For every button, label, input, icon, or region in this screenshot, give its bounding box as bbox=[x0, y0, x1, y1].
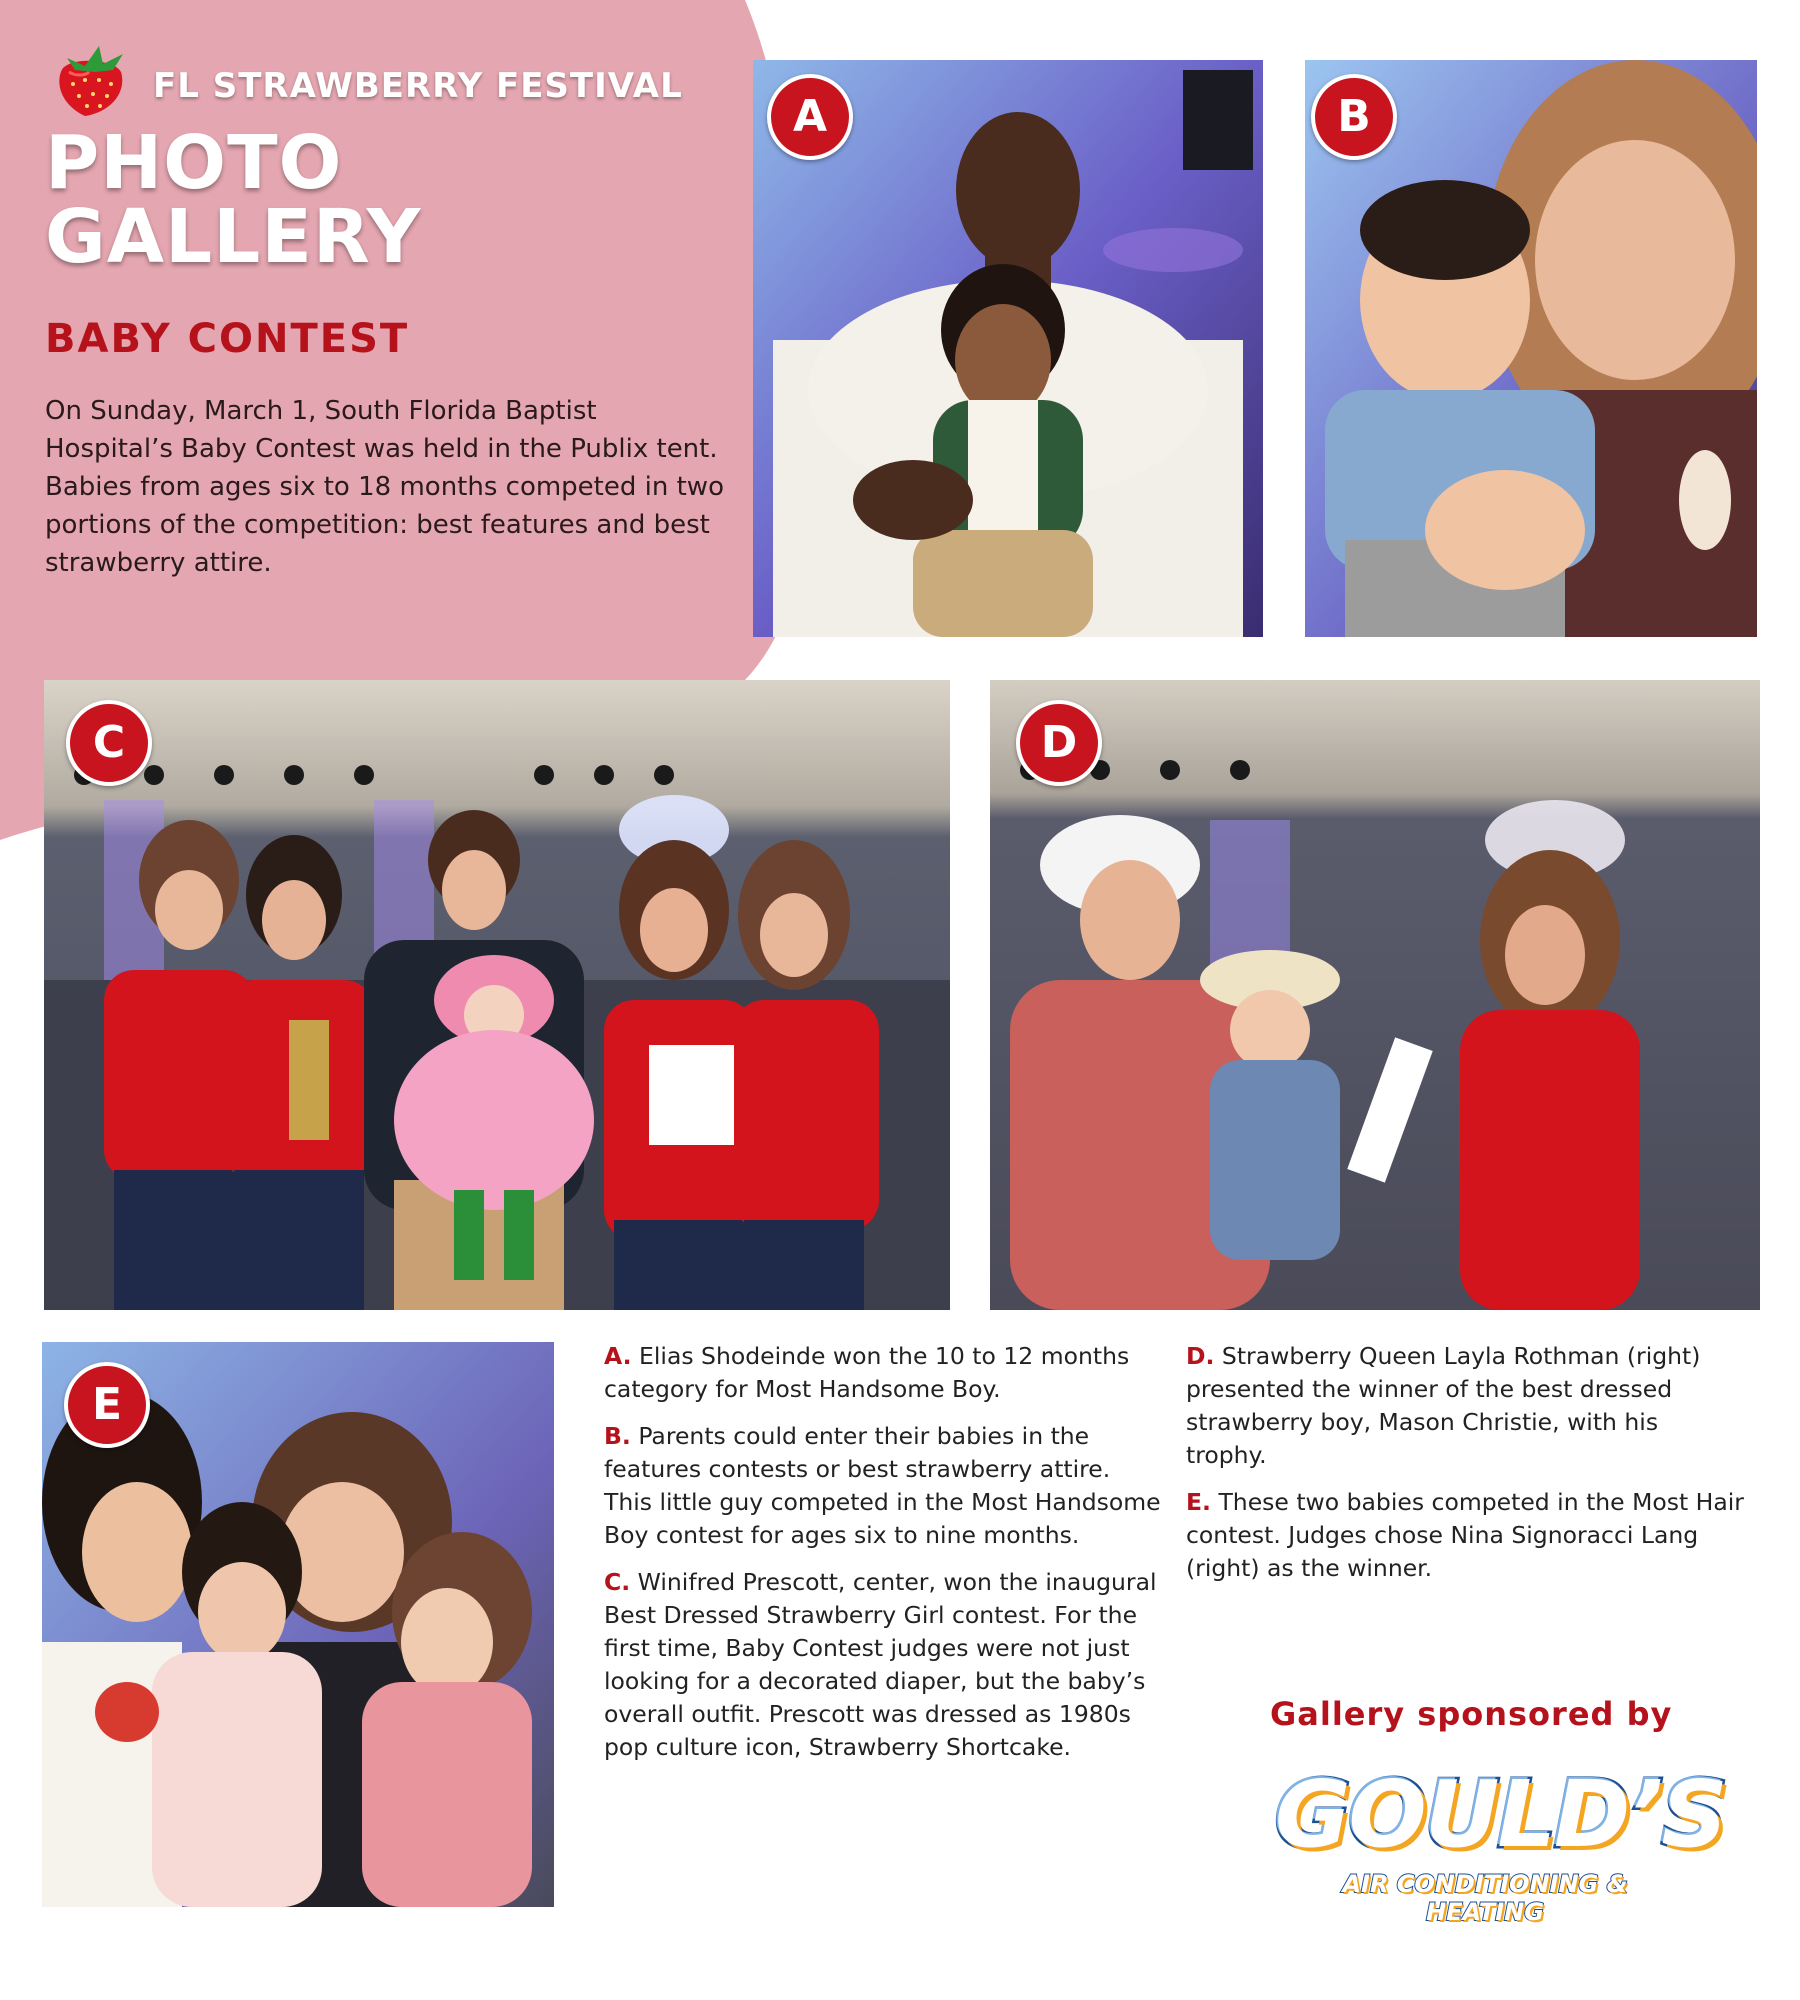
photo-label-b: B bbox=[1311, 74, 1397, 160]
sponsor-logo-tagline: AIR CONDITIONING & HEATING bbox=[1342, 1870, 1628, 1926]
sponsor-logo-name: GOULD’S bbox=[1275, 1761, 1726, 1868]
photo-e bbox=[42, 1342, 554, 1907]
caption-text: These two babies competed in the Most Hair contest. Judges chose Nina Signoracci Lang (right) as the winner. bbox=[1186, 1488, 1744, 1582]
caption-letter: D. bbox=[1186, 1342, 1215, 1370]
caption-text: Winifred Prescott, center, won the inaugural Best Dressed Strawberry Girl contest. For the first time, Baby Contest judges were not just looking for a decorated diaper, but the baby’s overall outfit. Prescott was dressed as 1980s pop culture icon, Strawberry Shortcake. bbox=[604, 1568, 1157, 1761]
intro-paragraph: On Sunday, March 1, South Florida Baptist Hospital’s Baby Contest was held in the Publix tent. Babies from ages six to 18 months competed in two portions of the competition: best features and best strawberry attire. bbox=[45, 396, 724, 578]
caption-a bbox=[604, 1340, 1164, 1406]
photo-d bbox=[990, 680, 1760, 1310]
caption-b bbox=[604, 1420, 1164, 1552]
festival-name: FL STRAWBERRY FESTIVAL bbox=[153, 66, 683, 106]
photo-label-c: C bbox=[66, 700, 152, 786]
captions-right bbox=[1186, 1340, 1746, 1599]
photo-a bbox=[753, 60, 1263, 637]
caption-e bbox=[1186, 1486, 1746, 1585]
caption-letter: A. bbox=[604, 1342, 632, 1370]
caption-letter: C. bbox=[604, 1568, 631, 1596]
photo-label-e: E bbox=[64, 1362, 150, 1448]
caption-text: Parents could enter their babies in the features contests or best strawberry attire. This little guy competed in the Most Handsome Boy contest for ages six to nine months. bbox=[604, 1422, 1161, 1549]
sponsor-label: Gallery sponsored by bbox=[1270, 1695, 1673, 1733]
header bbox=[45, 40, 745, 582]
photo-label-a: A bbox=[767, 74, 853, 160]
captions-left bbox=[604, 1340, 1164, 1778]
photo-label-d: D bbox=[1016, 700, 1102, 786]
caption-letter: E. bbox=[1186, 1488, 1211, 1516]
photo-c bbox=[44, 680, 950, 1310]
caption-c bbox=[604, 1566, 1164, 1764]
caption-letter: B. bbox=[604, 1422, 631, 1450]
photo-b bbox=[1305, 60, 1757, 637]
page-title: PHOTO GALLERY bbox=[45, 120, 422, 280]
caption-text: Strawberry Queen Layla Rothman (right) presented the winner of the best dressed strawberry boy, Mason Christie, with his trophy. bbox=[1186, 1342, 1701, 1469]
strawberry-icon bbox=[45, 40, 135, 120]
caption-d bbox=[1186, 1340, 1746, 1472]
caption-text: Elias Shodeinde won the 10 to 12 months category for Most Handsome Boy. bbox=[604, 1342, 1130, 1403]
sponsor-logo bbox=[1275, 1760, 1726, 1926]
section-title: BABY CONTEST bbox=[45, 316, 410, 362]
